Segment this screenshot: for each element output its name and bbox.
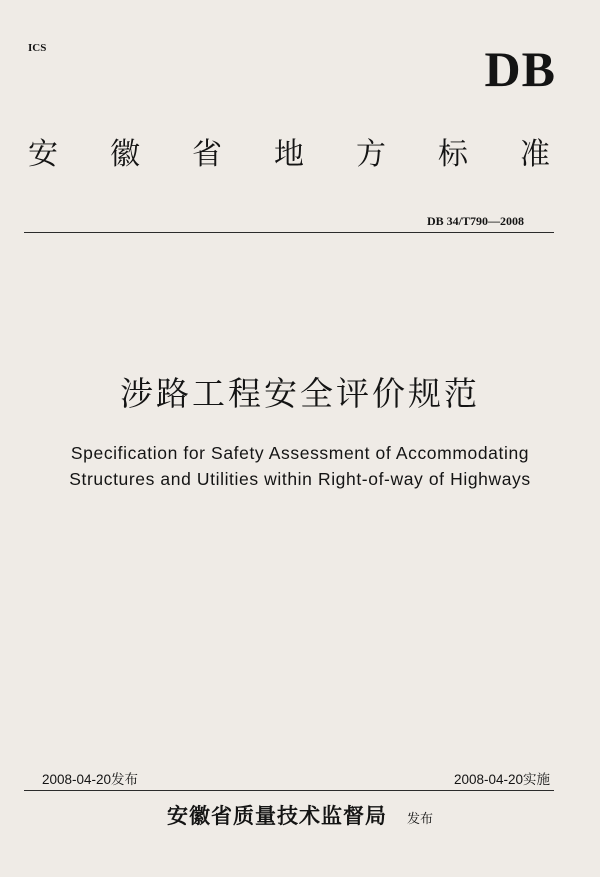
bottom-divider [24, 790, 554, 791]
english-title-line-1: Specification for Safety Assessment of Accommodating [70, 443, 530, 463]
implementation-date: 2008-04-20实施 [453, 772, 550, 787]
standard-type-char: 安 [28, 137, 58, 172]
issuer-name: 安徽省质量技术监督局 [166, 804, 387, 828]
issued-label: 发布 [406, 812, 433, 827]
issuer-row [0, 800, 600, 830]
standard-type-char: 地 [274, 137, 304, 172]
chinese-title: 涉路工程安全评价规范 [120, 374, 480, 413]
standard-number: DB 34/T790—2008 [426, 214, 524, 228]
standard-type-char: 方 [356, 137, 386, 172]
english-title-line-2: Structures and Utilities within Right-of-way of Highways [69, 469, 531, 489]
english-title [0, 440, 600, 492]
standard-type-title [28, 137, 550, 172]
standard-type-char: 省 [192, 137, 222, 172]
ics-label: ICS [28, 42, 47, 54]
db-mark: DB [484, 41, 556, 97]
standard-type-char: 徽 [110, 137, 140, 172]
top-divider [24, 232, 554, 233]
standard-type-char: 标 [438, 137, 468, 172]
standard-type-char: 准 [520, 137, 550, 172]
release-date: 2008-04-20发布 [42, 772, 139, 787]
